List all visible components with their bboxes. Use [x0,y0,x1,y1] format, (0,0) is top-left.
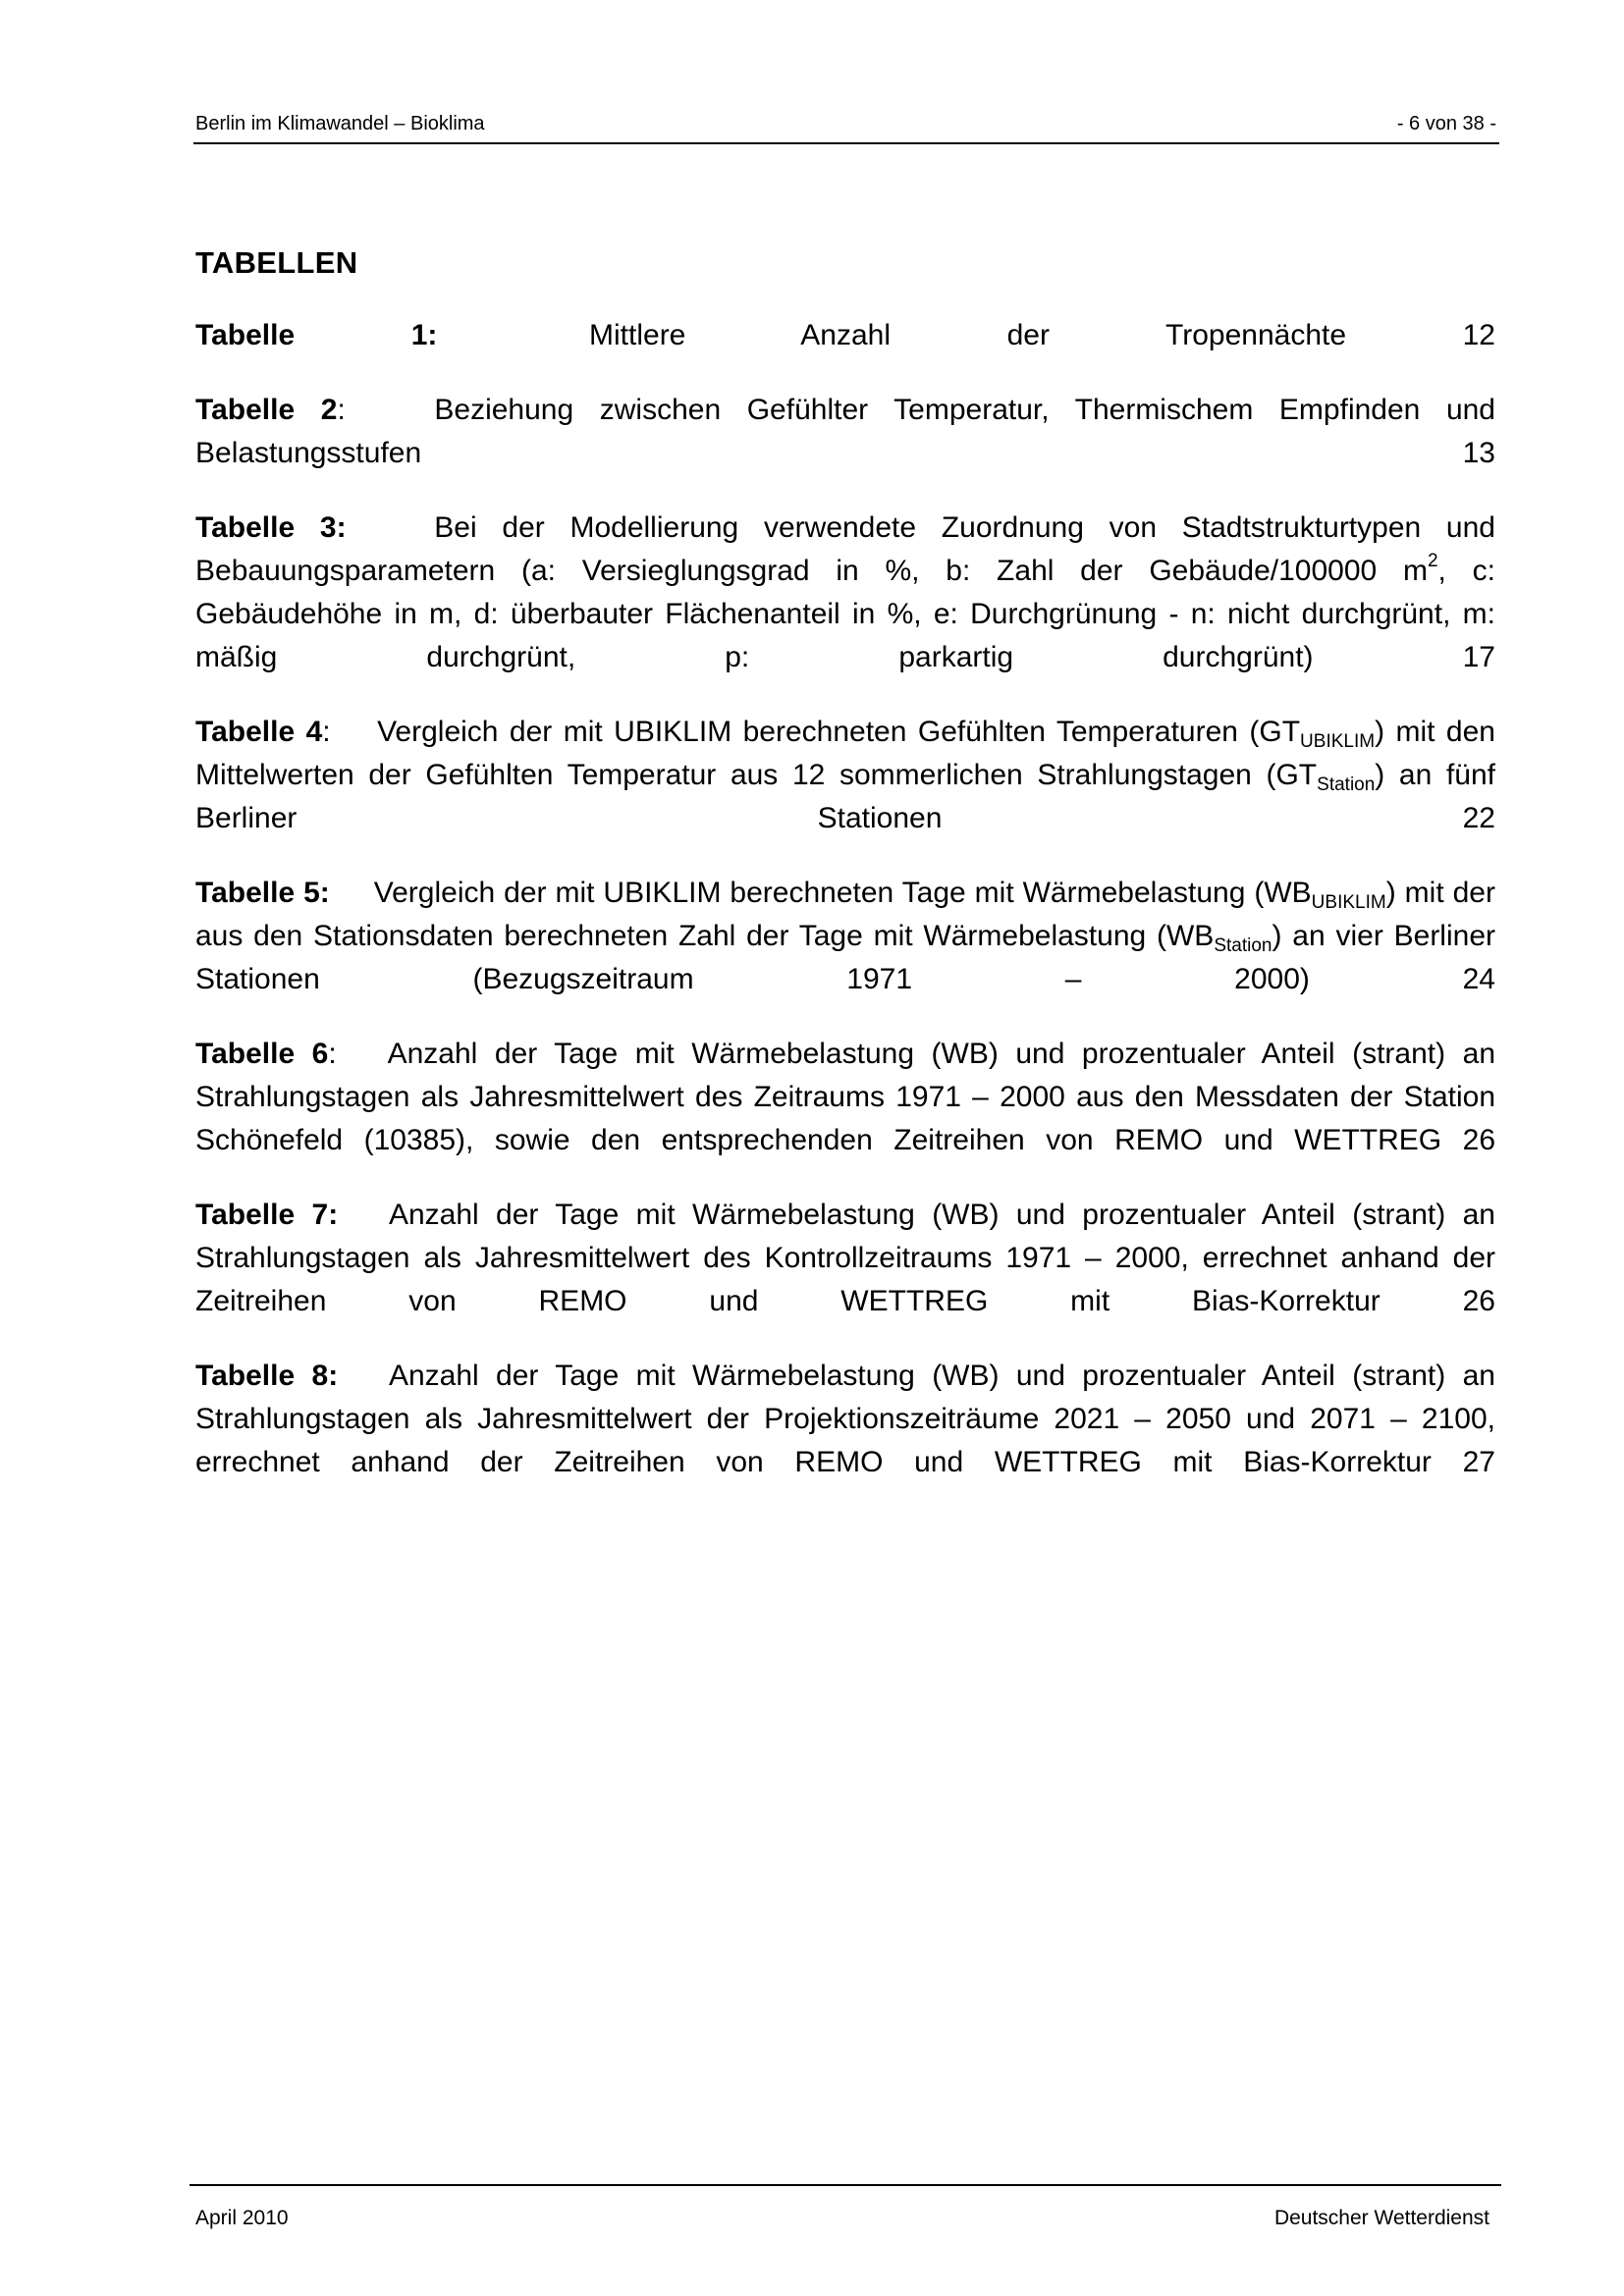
entry-label: Tabelle 7: [195,1199,339,1231]
entry-title-part-c: ) an vier Berliner Stationen (Bezugszeitraum 1971 – 2000) [195,920,1495,995]
table-entry-7[interactable] [195,1194,1495,1323]
entry-label: Tabelle 4 [195,716,323,748]
entry-title-part-b: ) mit der aus den Stationsdaten berechneten Zahl der Tage mit Wärmebelastung (WB [195,877,1495,952]
entry-subscript: UBIKLIM [1300,731,1376,752]
entry-label: Tabelle 6 [195,1038,329,1070]
table-list [195,314,1495,1516]
entry-page-number: 22 [1462,802,1495,834]
table-entry-1[interactable] [195,314,1495,357]
entry-title: Anzahl der Tage mit Wärmebelastung (WB) und prozentualer Anteil (strant) an Strahlungstagen als Jahresmittelwert der Projektionszeiträume 2021 – 2050 und 2071 – 2100, errechnet anhand der Zeitreihen von REMO und WETTREG mit Bias-Korrektur [195,1360,1495,1478]
entry-page-number: 13 [1462,437,1495,469]
entry-page-number: 26 [1462,1285,1495,1317]
entry-title: Anzahl der Tage mit Wärmebelastung (WB) und prozentualer Anteil (strant) an Strahlungstagen als Jahresmittelwert des Kontrollzeitraums 1971 – 2000, errechnet anhand der Zeitreihen von REMO und WETTREG mit Bias-Korrektur [195,1199,1495,1317]
section-heading: TABELLEN [195,245,358,280]
entry-title: Anzahl der Tage mit Wärmebelastung (WB) und prozentualer Anteil (strant) an Strahlungstagen als Jahresmittelwert des Zeitraums 1971 – 2000 aus den Messdaten der Station Schönefeld (10385), sowie den entsprechenden Zeitreihen von REMO und WETTREG [195,1038,1495,1156]
entry-label-colon: : [328,1038,337,1070]
entry-label-colon: : [337,394,346,426]
entry-label: Tabelle 5: [195,877,330,909]
entry-label: Tabelle 1: [195,319,438,351]
entry-title-part-b: , c: Gebäudehöhe in m, d: überbauter Flächenanteil in %, e: Durchgrünung - n: nicht durchgrünt, m: mäßig durchgrünt, p: parkartig durchgrünt) [195,555,1495,673]
table-entry-5[interactable] [195,872,1495,1001]
entry-title-part-a: Vergleich der mit UBIKLIM berechneten Gefühlten Temperaturen (GT [377,716,1301,748]
table-entry-6[interactable] [195,1033,1495,1162]
entry-label-colon: : [322,716,331,748]
header-title: Berlin im Klimawandel – Bioklima [195,113,485,134]
footer-date: April 2010 [195,2207,289,2229]
entry-page-number: 12 [1462,319,1495,351]
table-entry-8[interactable] [195,1355,1495,1484]
entry-label: Tabelle 2 [195,394,338,426]
entry-title-part-a: Bei der Modellierung verwendete Zuordnung von Stadtstrukturtypen und Bebauungsparametern (a: Versieglungsgrad in %, b: Zahl der Gebäude/100000 m [195,511,1495,587]
entry-page-number: 17 [1462,641,1495,673]
page-footer [189,2184,1501,2229]
entry-subscript: UBIKLIM [1311,892,1386,913]
entry-subscript: Station [1214,935,1272,956]
entry-title: Mittlere Anzahl der Tropennächte [589,319,1347,351]
entry-title-part-c: ) an fünf Berliner Stationen [195,759,1495,834]
page-header [193,110,1499,144]
entry-title: Beziehung zwischen Gefühlter Temperatur, Thermischem Empfinden und Belastungsstufen [195,394,1495,469]
entry-subscript: Station [1317,774,1376,795]
footer-organization: Deutscher Wetterdienst [1273,2207,1489,2229]
table-entry-3[interactable] [195,507,1495,679]
entry-label: Tabelle 8: [195,1360,339,1392]
table-entry-4[interactable] [195,711,1495,840]
entry-page-number: 26 [1462,1124,1496,1156]
entry-title-part-b: ) mit den Mittelwerten der Gefühlten Temperatur aus 12 sommerlichen Strahlungstagen (GT [195,716,1495,791]
entry-superscript: 2 [1427,551,1438,571]
table-entry-2[interactable] [195,389,1495,475]
entry-page-number: 27 [1462,1446,1495,1478]
entry-page-number: 24 [1462,963,1495,995]
entry-title-part-a: Vergleich der mit UBIKLIM berechneten Tage mit Wärmebelastung (WB [373,877,1312,909]
header-page-number: - 6 von 38 - [1396,113,1496,134]
entry-label: Tabelle 3: [195,511,347,544]
